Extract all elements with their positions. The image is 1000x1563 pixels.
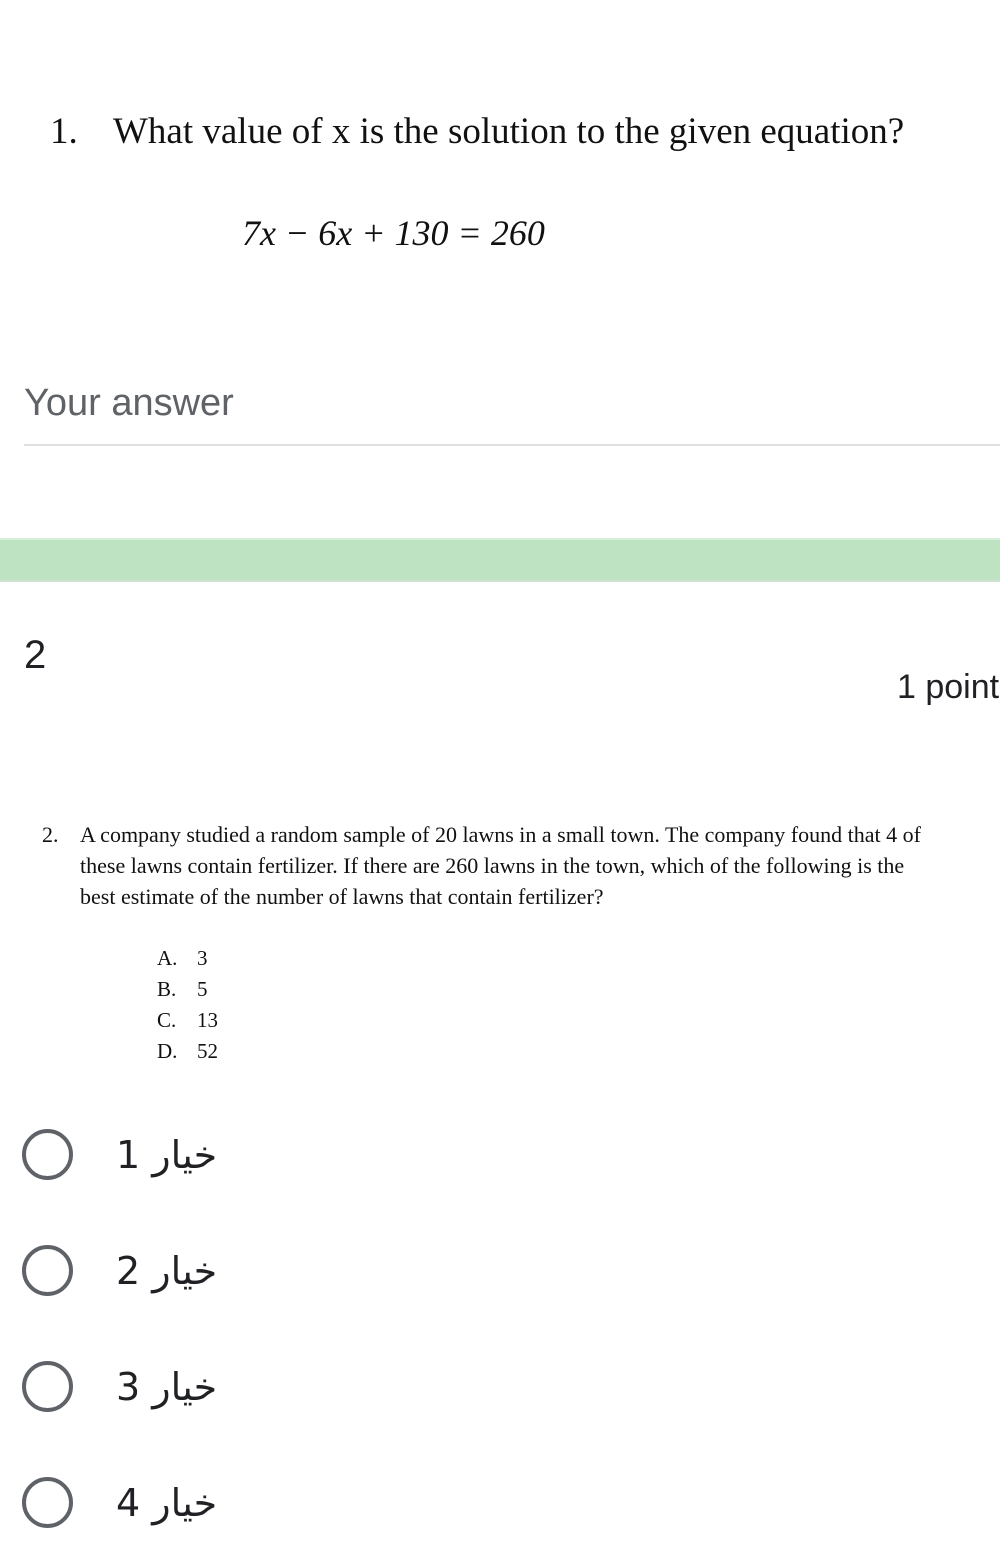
- question-1-text: What value of x is the solution to the given equation?: [113, 111, 905, 152]
- question-2-image: [0, 800, 1000, 1080]
- radio-button[interactable]: [22, 1129, 73, 1180]
- question-2-points: 1 point: [897, 668, 1000, 706]
- answer-input[interactable]: [24, 372, 1000, 446]
- choice-letter: B.: [157, 977, 177, 1001]
- question-2-text-line: these lawns contain fertilizer. If there are 260 lawns in the town, which of the following is the: [80, 853, 905, 878]
- radio-option-2[interactable]: [22, 1243, 422, 1303]
- question-1-number: 1.: [50, 111, 78, 152]
- radio-option-label: خيار 1: [116, 1133, 218, 1177]
- choice-value: 52: [197, 1039, 218, 1063]
- radio-button[interactable]: [22, 1245, 73, 1296]
- radio-option-1[interactable]: [22, 1127, 422, 1187]
- radio-option-3[interactable]: [22, 1359, 422, 1419]
- question-1-equation: 7x − 6x + 130 = 260: [242, 213, 545, 253]
- section-divider: [0, 538, 1000, 582]
- choice-value: 5: [197, 977, 208, 1001]
- question-2-text-line: A company studied a random sample of 20 lawns in a small town. The company found that 4 of: [80, 822, 921, 847]
- radio-option-label: خيار 2: [116, 1249, 218, 1293]
- choice-a: [157, 946, 208, 971]
- radio-option-label: خيار 4: [116, 1481, 218, 1525]
- choice-c: [157, 1008, 218, 1033]
- radio-button[interactable]: [22, 1477, 73, 1528]
- choice-value: 3: [197, 946, 208, 970]
- radio-option-label: خيار 3: [116, 1365, 218, 1409]
- choice-b: [157, 977, 208, 1002]
- question-2-number: 2: [24, 633, 47, 677]
- radio-option-4[interactable]: [22, 1475, 422, 1535]
- radio-button[interactable]: [22, 1361, 73, 1412]
- choice-letter: A.: [157, 946, 178, 970]
- choice-d: [157, 1039, 218, 1064]
- question-2-image-number: 2.: [42, 822, 59, 847]
- choice-letter: D.: [157, 1039, 178, 1063]
- choice-value: 13: [197, 1008, 218, 1032]
- question-1-image: [0, 0, 1000, 320]
- answer-placeholder: Your answer: [24, 382, 234, 424]
- choice-letter: C.: [157, 1008, 177, 1032]
- question-2-text-line: best estimate of the number of lawns that contain fertilizer?: [80, 884, 604, 909]
